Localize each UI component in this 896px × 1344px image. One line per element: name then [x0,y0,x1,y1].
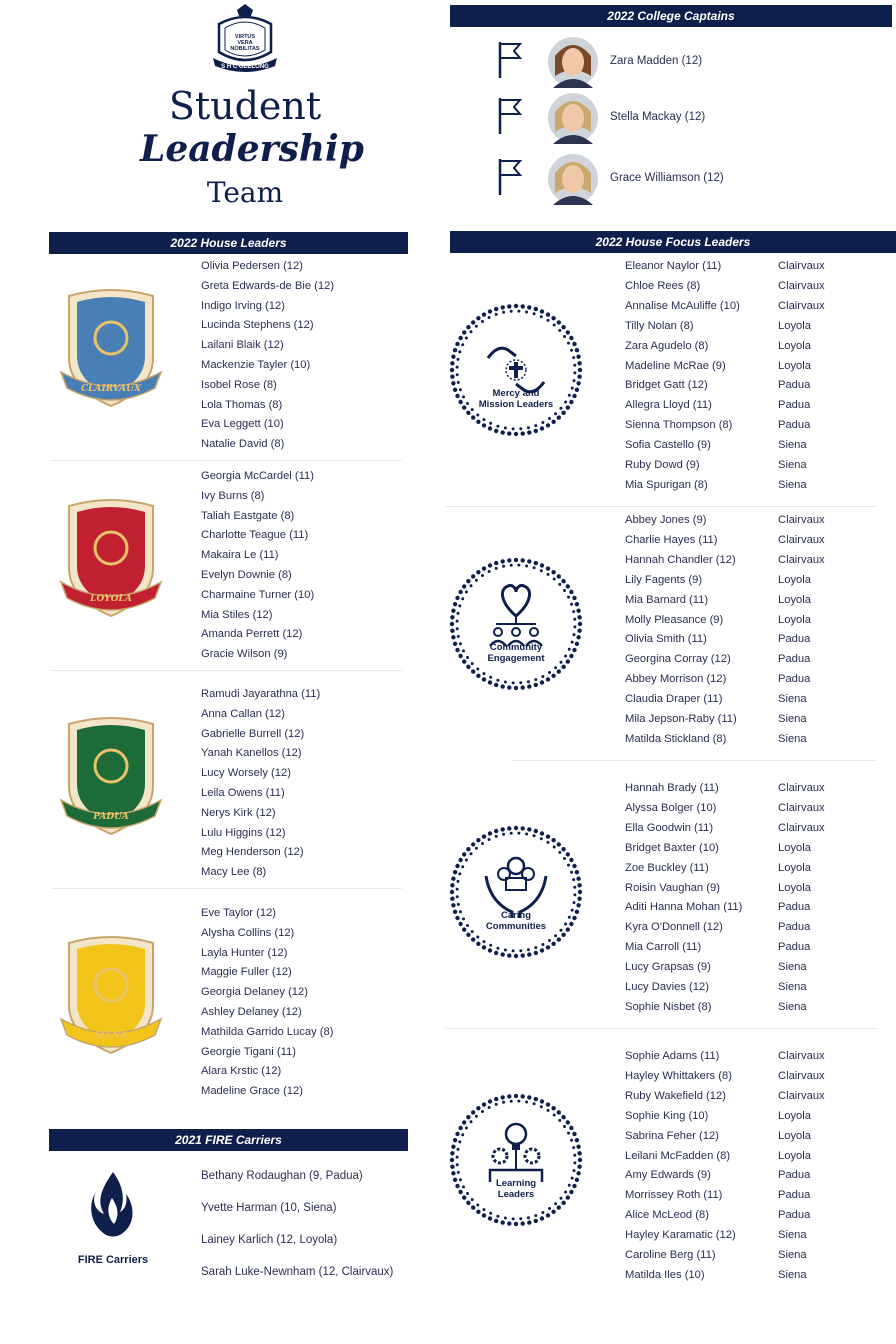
focus-leader-name: Ruby Dowd (9) [625,459,700,471]
focus-label-line2: Communities [485,921,547,932]
section-divider [52,460,402,461]
flame-icon [88,1170,138,1252]
focus-leader-name: Matilda Iles (10) [625,1268,705,1281]
focus-leader-name: Olivia Smith (11) [625,633,707,646]
house-leader-name: Madeline Grace (12) [201,1085,303,1098]
focus-leader-name: Zoe Buckley (11) [625,861,709,874]
focus-leader-house: Padua [778,901,811,914]
hands-cross-icon [446,300,586,440]
flag-icon [496,157,524,197]
focus-leader-house: Clairvaux [778,279,825,292]
house-leader-name: Indigo Irving (12) [201,299,285,312]
house-leader-name: Makaira Le (11) [201,549,279,562]
flag-icon [496,40,524,80]
section-divider [445,1028,877,1029]
focus-leader-house: Siena [778,713,807,725]
focus-leader-house: Padua [778,379,811,392]
house-leader-name: Eve Taylor (12) [201,907,277,919]
focus-leader-name: Mila Jepson-Raby (11) [625,713,737,725]
house-leader-name: Yanah Kanellos (12) [201,747,302,760]
focus-leader-name: Molly Pleasance (9) [625,613,724,626]
focus-leader-name: Matilda Stickland (8) [625,732,727,745]
focus-leader-house: Loyola [778,593,811,606]
focus-leader-name: Lucy Grapsas (9) [625,961,711,974]
clairvaux-crest [55,288,167,410]
house-leader-name: Lola Thomas (8) [201,398,283,411]
focus-leader-house: Loyola [778,841,811,854]
house-leader-name: Mathilda Garrido Lucay (8) [201,1025,334,1038]
house-leader-name: Greta Edwards-de Bie (12) [201,279,335,292]
house-leader-name: Meg Henderson (12) [201,846,304,859]
house-leader-name: Anna Callan (12) [201,707,285,720]
house-leader-name: Maggie Fuller (12) [201,966,292,979]
focus-leader-name: Madeline McRae (9) [625,359,726,372]
focus-leader-name: Claudia Draper (11) [625,693,723,706]
focus-leader-name: Bridget Gatt (12) [625,379,708,392]
house-leader-name: Lucinda Stephens (12) [201,319,314,332]
focus-label-line1: Learning [495,1178,537,1189]
fire-logo-label: FIRE Carriers [77,1254,149,1266]
focus-leader-name: Hayley Karamatic (12) [625,1229,736,1242]
focus-leader-house: Padua [778,1189,811,1202]
focus-leader-name: Lily Fagents (9) [625,573,703,586]
house-leader-name: Layla Hunter (12) [201,946,288,959]
focus-leader-house: Clairvaux [778,1089,825,1102]
title-team: Team [206,176,284,209]
captain-name: Grace Williamson (12) [610,172,724,184]
focus-leader-house: Loyola [778,1129,811,1142]
college-captains-heading: 2022 College Captains [450,5,892,27]
focus-leader-house: Clairvaux [778,299,825,312]
focus-leader-name: Alice McLeod (8) [625,1209,709,1222]
house-leader-name: Charmaine Turner (10) [201,588,315,601]
focus-leader-house: Padua [778,1209,811,1222]
focus-leader-house: Padua [778,419,811,432]
house-leader-name: Mackenzie Tayler (10) [201,359,311,371]
focus-leader-house: Clairvaux [778,533,825,546]
focus-leader-name: Mia Spurigan (8) [625,478,708,491]
house-leader-name: Alara Krstic (12) [201,1065,282,1078]
focus-leader-house: Siena [778,478,807,491]
fire-carrier-name: Yvette Harman (10, Siena) [201,1202,337,1214]
focus-leader-house: Loyola [778,359,811,372]
focus-label-line2: Engagement [487,653,545,664]
captain-photo [547,92,599,144]
focus-leader-house: Siena [778,693,807,706]
focus-leader-name: Ruby Wakefield (12) [625,1089,726,1102]
section-divider [52,670,402,671]
focus-leader-name: Sophie King (10) [625,1109,709,1122]
focus-leader-name: Allegra Lloyd (11) [625,399,712,412]
house-leader-name: Gabrielle Burrell (12) [201,727,305,740]
fire-carriers-heading: 2021 FIRE Carriers [49,1129,408,1151]
focus-leader-house: Padua [778,673,811,686]
focus-leader-house: Padua [778,633,811,646]
captain-photo [547,36,599,88]
loyola-crest [55,498,167,620]
focus-label-line2: Leaders [497,1189,535,1200]
focus-leader-house: Clairvaux [778,553,825,566]
focus-leader-house: Siena [778,439,807,452]
focus-leader-house: Clairvaux [778,1069,825,1082]
flag-icon [496,96,524,136]
focus-leader-name: Chloe Rees (8) [625,279,701,292]
loyola-crest-label: LOYOLA [90,594,132,604]
house-leader-name: Lailani Blaik (12) [201,339,284,352]
focus-leader-house: Padua [778,399,811,412]
focus-leader-name: Hannah Brady (11) [625,782,719,794]
focus-leader-house: Clairvaux [778,782,825,794]
focus-leader-name: Sofia Castello (9) [625,439,711,452]
focus-label-line1: Mercy and [492,388,540,399]
house-leader-name: Isobel Rose (8) [201,378,277,391]
focus-leader-house: Padua [778,653,811,666]
svg-text:VIRTUS: VIRTUS [234,34,256,40]
focus-leader-name: Alyssa Bolger (10) [625,801,717,814]
focus-leader-name: Eleanor Naylor (11) [625,260,722,272]
house-leader-name: Georgia McCardel (11) [201,470,314,482]
focus-leader-name: Annalise McAuliffe (10) [625,299,740,312]
focus-leader-house: Loyola [778,319,811,332]
house-leader-name: Georgie Tigani (11) [201,1045,296,1058]
house-leader-name: Ivy Burns (8) [201,489,265,502]
focus-leader-name: Charlie Hayes (11) [625,533,718,546]
house-leader-name: Eva Leggett (10) [201,418,284,431]
focus-leader-name: Mia Carroll (11) [625,941,702,954]
school-seal [205,2,285,74]
focus-leader-house: Clairvaux [778,801,825,814]
focus-leader-house: Clairvaux [778,260,825,272]
house-leader-name: Leila Owens (11) [201,787,285,799]
house-leader-name: Taliah Eastgate (8) [201,509,295,522]
focus-leader-house: Siena [778,1268,807,1281]
clairvaux-crest-label: CLAIRVAUX [81,384,141,394]
house-leader-name: Mia Stiles (12) [201,608,273,621]
focus-leader-house: Padua [778,1169,811,1182]
focus-leader-house: Siena [778,961,807,974]
focus-leader-name: Caroline Berg (11) [625,1249,716,1261]
focus-leader-name: Bridget Baxter (10) [625,841,719,854]
community-heart-icon [446,554,586,694]
captain-name: Zara Madden (12) [610,55,703,67]
focus-leader-house: Siena [778,732,807,745]
house-leader-name: Alysha Collins (12) [201,926,295,939]
fire-carrier-name: Bethany Rodaughan (9, Padua) [201,1170,363,1182]
focus-leader-name: Sophie Nisbet (8) [625,1000,712,1013]
focus-leader-house: Siena [778,981,807,993]
section-divider [52,888,402,889]
lightbulb-gears-icon [446,1090,586,1230]
focus-leader-house: Siena [778,1249,807,1261]
focus-label-line1: Caring [500,910,532,921]
focus-leader-name: Abbey Morrison (12) [625,673,727,686]
padua-crest [55,716,167,838]
svg-text:NOBILITAS: NOBILITAS [230,46,260,52]
focus-leader-house: Loyola [778,613,811,626]
house-leader-name: Georgia Delaney (12) [201,986,308,999]
focus-leader-house: Clairvaux [778,514,825,526]
padua-crest-label: PADUA [93,812,129,822]
focus-leader-house: Padua [778,941,811,954]
focus-leader-house: Loyola [778,573,811,586]
focus-leader-name: Kyra O'Donnell (12) [625,921,723,934]
house-leaders-heading: 2022 House Leaders [49,232,408,254]
focus-leader-name: Hannah Chandler (12) [625,553,736,566]
focus-leader-house: Padua [778,921,811,934]
focus-leader-house: Clairvaux [778,821,825,834]
focus-label-line1: Community [489,642,543,653]
focus-leader-name: Abbey Jones (9) [625,514,707,526]
focus-leader-house: Loyola [778,861,811,874]
focus-leader-name: Leilani McFadden (8) [625,1149,731,1162]
focus-leader-name: Zara Agudelo (8) [625,339,709,352]
focus-leader-name: Amy Edwards (9) [625,1169,711,1182]
fire-carrier-name: Sarah Luke-Newnham (12, Clairvaux) [201,1266,394,1278]
title-leadership: Leadership [140,128,364,170]
focus-leader-house: Loyola [778,881,811,894]
house-leader-name: Lucy Worsely (12) [201,767,291,780]
house-focus-leaders-heading: 2022 House Focus Leaders [450,231,896,253]
focus-leader-name: Sophie Adams (11) [625,1050,720,1062]
house-leader-name: Charlotte Teague (11) [201,529,309,542]
focus-leader-name: Lucy Davies (12) [625,981,709,993]
focus-leader-name: Morrissey Roth (11) [625,1189,723,1202]
focus-leader-house: Clairvaux [778,1050,825,1062]
focus-leader-name: Aditi Hanna Mohan (11) [625,901,743,914]
focus-leader-name: Tilly Nolan (8) [625,319,694,332]
siena-crest-label: SIENA [94,1031,128,1041]
house-leader-name: Gracie Wilson (9) [201,648,288,661]
focus-leader-house: Siena [778,1000,807,1013]
focus-leader-name: Mia Barnard (11) [625,593,709,606]
section-divider [512,760,877,761]
focus-leader-name: Hayley Whittakers (8) [625,1069,732,1082]
house-leader-name: Macy Lee (8) [201,866,267,879]
house-leader-name: Ashley Delaney (12) [201,1006,302,1018]
house-leader-name: Amanda Perrett (12) [201,628,303,641]
focus-leader-house: Siena [778,1229,807,1242]
svg-text:S H C GEELONG: S H C GEELONG [221,64,269,70]
caring-hands-icon [446,822,586,962]
house-leader-name: Evelyn Downie (8) [201,569,292,581]
house-leader-name: Olivia Pedersen (12) [201,260,303,272]
focus-leader-name: Sienna Thompson (8) [625,419,733,432]
house-leader-name: Lulu Higgins (12) [201,826,286,839]
focus-leader-name: Georgina Corray (12) [625,653,731,666]
focus-leader-house: Loyola [778,1149,811,1162]
svg-text:VERA: VERA [237,40,253,46]
section-divider [445,506,877,507]
title-student: Student [168,84,322,128]
house-leader-name: Natalie David (8) [201,438,285,451]
focus-leader-house: Loyola [778,339,811,352]
focus-leader-name: Roisin Vaughan (9) [625,881,720,894]
focus-leader-house: Loyola [778,1109,811,1122]
fire-carrier-name: Lainey Karlich (12, Loyola) [201,1234,338,1246]
house-leader-name: Nerys Kirk (12) [201,806,276,819]
focus-leader-name: Ella Goodwin (11) [625,821,714,834]
focus-leader-house: Siena [778,459,807,471]
siena-crest [55,935,167,1057]
focus-leader-name: Sabrina Feher (12) [625,1129,719,1142]
focus-label-line2: Mission Leaders [478,399,554,410]
house-leader-name: Ramudi Jayarathna (11) [201,688,321,700]
captain-photo [547,153,599,205]
captain-name: Stella Mackay (12) [610,111,706,123]
